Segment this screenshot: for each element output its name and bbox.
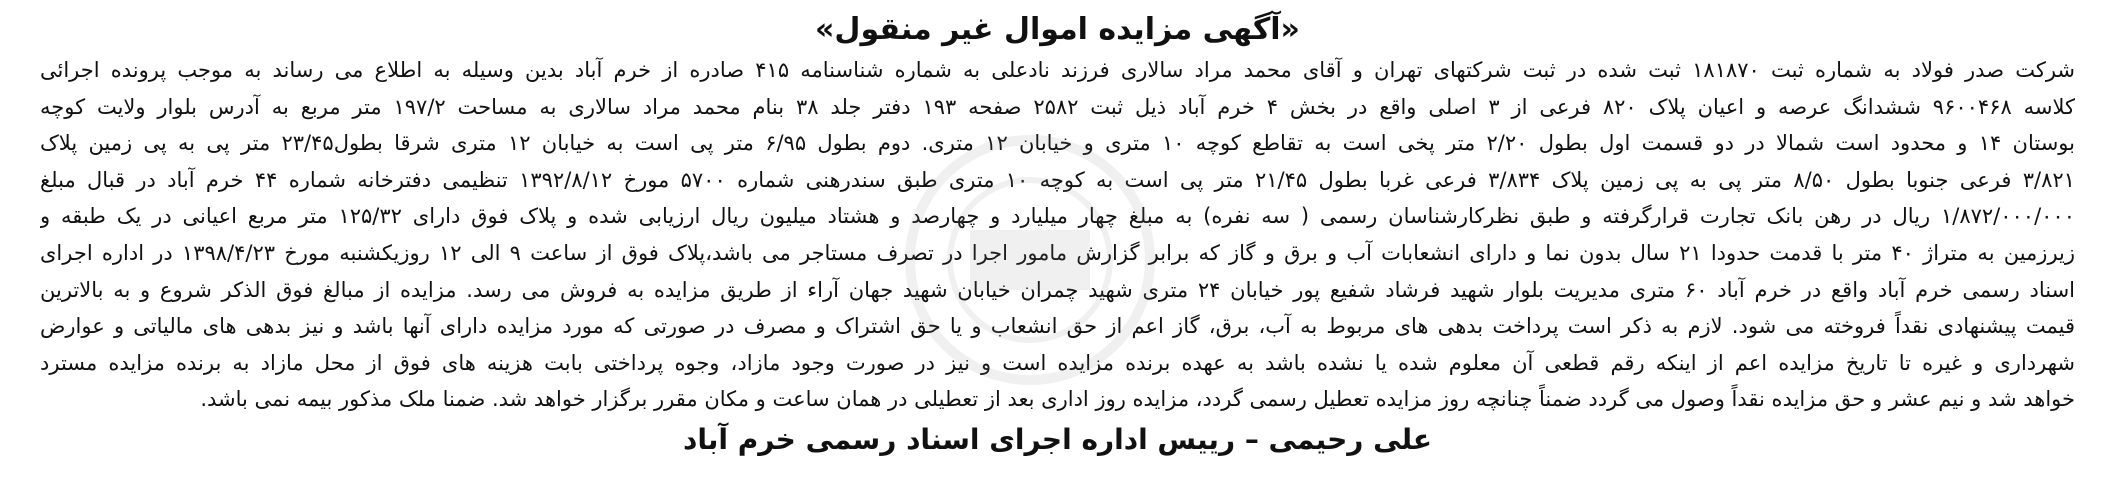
notice-line: ۳/۸۲۱ فرعی جنوبا بطول ۸/۵۰ متر پی به پی زمین پلاک ۳/۸۳۴ فرعی غربا بطول ۲۱/۴۵ متر پی است به کوچه ۱۰ متری طبق سندرهنی شماره ۵۷۰۰ مورخ ۱۳۹۲/۸/۱۲ تنظیمی دفترخانه شماره ۴۴ خرم آباد در قبال مبلغ xyxy=(40,167,2075,192)
signature: علی رحیمی – رییس اداره اجرای اسناد رسمی خرم آباد xyxy=(682,422,1433,456)
notice-line: شرکت صدر فولاد به شماره ثبت ۱۸۱۸۷۰ ثبت شده در ثبت شرکتهای تهران و آقای محمد مراد سالاری فرزند نادعلی به شماره شناسنامه ۴۱۵ صادره از خرم آباد بدین وسیله به اطلاع می رساند به موجب پرونده اجرائی xyxy=(40,58,2075,82)
notice-line: زیرزمین به متراژ ۴۰ متر با قدمت حدودا ۲۱ سال بدون نما و دارای انشعابات آب و برق و گاز که برابر گزارش مامور اجرا در تصرف مستاجر می باشد،پلاک فوق از ساعت ۹ الی ۱۲ روزیکشنبه مورخ ۱۳۹۸/۴/۲۳ در اداره اجرای xyxy=(40,240,2075,265)
notice-title: «آگهی مزایده اموال غیر منقول» xyxy=(815,12,1300,47)
notice-line: خواهد شد و نیم عشر و حق مزایده نقداً وصول می گردد ضمناً چنانچه روز مزایده تعطیل رسمی گردد، مزایده روز اداری بعد از تعطیلی در همان ساعت و مکان مقرر برگزار خواهد شد. ضمنا ملک مذکور بیمه نمی باشد. xyxy=(200,387,2075,412)
notice-body xyxy=(40,52,2075,418)
notice-line: اسناد رسمی خرم آباد واقع در خرم آباد ۶۰ متری مدیریت بلوار شهید فرشاد شفیع پور خیابان ۲۴ متری شهید چمران خیابان شهید جهان آراء از طریق مزایده به فروش می رسد. مزایده از مبالغ فوق الذکر شروع و به بالاترین xyxy=(40,277,2075,302)
notice-line: کلاسه ۹۶۰۰۴۶۸ ششدانگ عرصه و اعیان پلاک ۸۲۰ فرعی از ۳ اصلی واقع در بخش ۴ خرم آباد ذیل ثبت ۲۵۸۲ صفحه ۱۹۳ دفتر جلد ۳۸ بنام محمد مراد سالاری به مساحت ۱۹۷/۲ متر مربع به آدرس بلوار ولایت کوچه xyxy=(40,94,2075,119)
notice-line: بوستان ۱۴ و محدود است شمالا در دو قسمت اول بطول ۲/۲۰ متر پخی است به تقاطع کوچه ۱۰ متری و خیابان ۱۲ متری. دوم بطول ۶/۹۵ متر پی است به خیابان ۱۲ متری شرقا بطول۲۳/۴۵ متر پی به پی زمین پلاک xyxy=(40,131,2075,156)
notice-line: شهرداری و غیره تا تاریخ مزایده اعم از اینکه رقم قطعی آن معلوم شده یا نشده باشد به عهده برنده مزایده است و نیز در صورت وجود مازاد، وجوه پرداختی بابت هزینه های فوق از محل مازاد به برنده مزایده مسترد xyxy=(40,350,2075,375)
notice-line: ۱/۸۷۲/۰۰۰/۰۰۰ ریال در رهن بانک تجارت قرارگرفته و طبق نظرکارشناسان رسمی ( سه نفره) به مبلغ چهار میلیارد و چهارصد و هشتاد میلیون ریال ارزیابی شده و پلاک فوق دارای ۱۲۵/۳۲ متر مربع اعیانی در یک طبقه و xyxy=(40,204,2075,229)
notice-line: قیمت پیشنهادی نقداً فروخته می شود. لازم به ذکر است پرداخت بدهی های مربوط به آب، برق، گاز اعم از حق انشعاب و یا حق اشتراک و مصرف در صورتی که مورد مزایده دارای آنها باشد و نیز بدهی های مالیاتی و عوارض xyxy=(40,314,2075,339)
